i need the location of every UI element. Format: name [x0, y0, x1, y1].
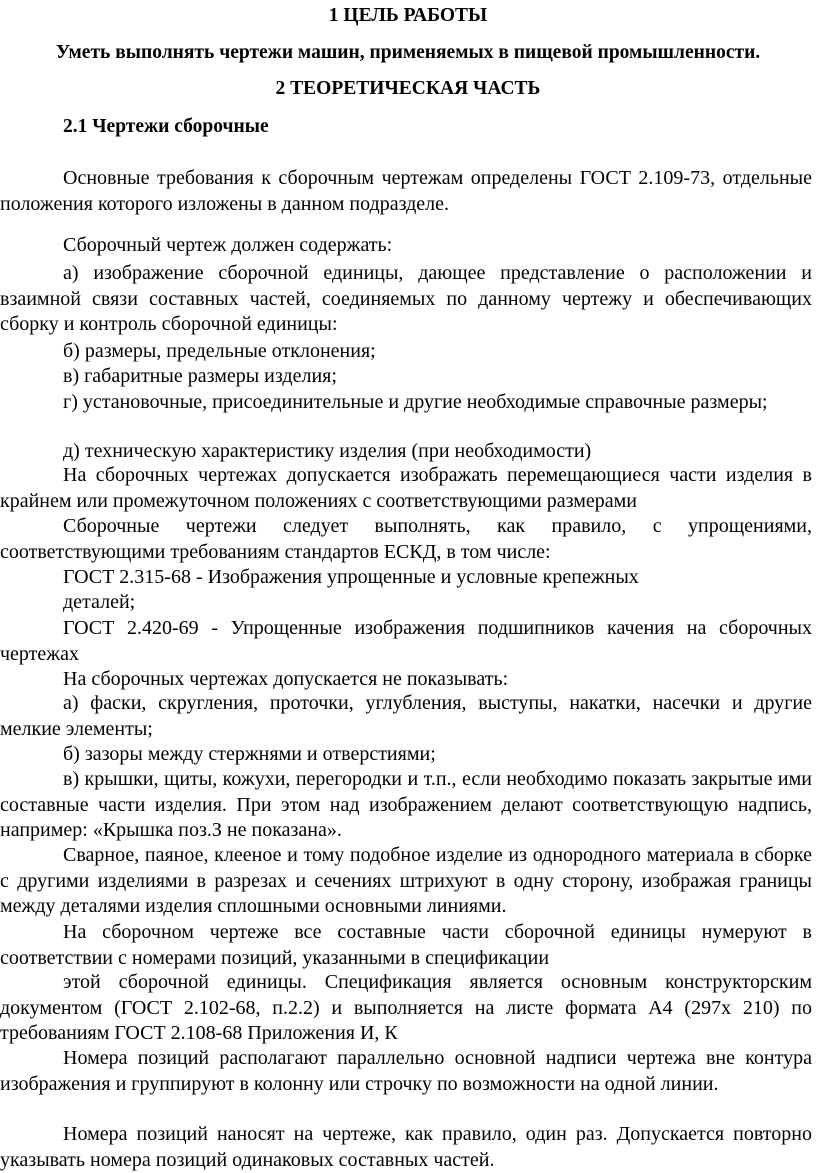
paragraph-p6: г) установочные, присоединительные и другие необходимые справочные размеры; [63, 391, 768, 413]
paragraph-p12: На сборочных чертежах допускается не показывать: [63, 668, 509, 690]
paragraph-p19: Номера позиций располагают параллельно основной надписи чертежа вне контура изображения и группируют в колонну или строчку по возможности на одной линии. [0, 1047, 812, 1095]
paragraph-p5: в) габаритные размеры изделия; [63, 365, 337, 387]
goal-text: Уметь выполнять чертежи машин, применяемых в пищевой промышленности. [55, 42, 761, 63]
paragraph-p17: На сборочном чертеже все составные части сборочной единицы нумеруют в соответствии с номерами позиций, указанными в спецификации [0, 921, 812, 969]
paragraph-p13: а) фаски, скругления, проточки, углубления, выступы, накатки, насечки и другие мелкие элементы; [0, 692, 812, 740]
paragraph-p1: Основные требования к сборочным чертежам определены ГОСТ 2.109-73, отдельные положения которого изложены в данном подразделе. [0, 167, 812, 215]
paragraph-p18: этой сборочной единицы. Спецификация является основным конструкторским документом (ГОСТ 2.102-68, п.2.2) и выполняется на листе формата А4 (297х 210) по требованиям ГОСТ 2.108-68 Приложения И, К [0, 971, 812, 1044]
paragraph-p2: Сборочный чертеж должен содержать: [63, 234, 393, 256]
paragraph-p11: ГОСТ 2.420-69 - Упрощенные изображения подшипников качения на сборочных чертежах [0, 617, 812, 665]
paragraph-p10b: деталей; [63, 591, 136, 613]
paragraph-p4: б) размеры, предельные отклонения; [63, 340, 376, 362]
section21-title: 2.1 Чертежи сборочные [63, 116, 269, 137]
paragraph-p7: д) техническую характеристику изделия (при необходимости) [63, 440, 592, 462]
paragraph-p14: б) зазоры между стержнями и отверстиями; [63, 743, 436, 765]
paragraph-p16: Сварное, паяное, клееное и тому подобное изделие из однородного материала в сборке с другими изделиями в разрезах и сечениях штрихуют в одну сторону, изображая границы между деталями изделия сплошными основными линиями. [0, 844, 812, 917]
section1-title: 1 ЦЕЛЬ РАБОТЫ [328, 5, 488, 26]
paragraph-p15: в) крышки, щиты, кожухи, перегородки и т.п., если необходимо показать закрытые ими составные части изделия. При этом над изображением делают соответствующую надпись, например: «Крышка поз.З не показана». [0, 768, 812, 841]
section2-title: 2 ТЕОРЕТИЧЕСКАЯ ЧАСТЬ [275, 78, 541, 99]
paragraph-p8: На сборочных чертежах допускается изображать перемещающиеся части изделия в крайнем или промежуточном положениях с соответствующими размерами [0, 464, 812, 512]
paragraph-p9: Сборочные чертежи следует выполнять, как правило, с упрощениями, соответствующими требованиям стандартов ЕСКД, в том числе: [0, 515, 812, 563]
paragraph-p3: а) изображение сборочной единицы, дающее представление о расположении и взаимной связи составных частей, соединяемых по данному чертежу и обеспечивающих сборку и контроль сборочной единицы: [0, 262, 812, 335]
paragraph-p20: Номера позиций наносят на чертеже, как правило, один раз. Допускается повторно указывать номера позиций одинаковых составных частей. [0, 1123, 812, 1171]
paragraph-p10a: ГОСТ 2.315-68 - Изображения упрощенные и условные крепежных [63, 566, 639, 588]
